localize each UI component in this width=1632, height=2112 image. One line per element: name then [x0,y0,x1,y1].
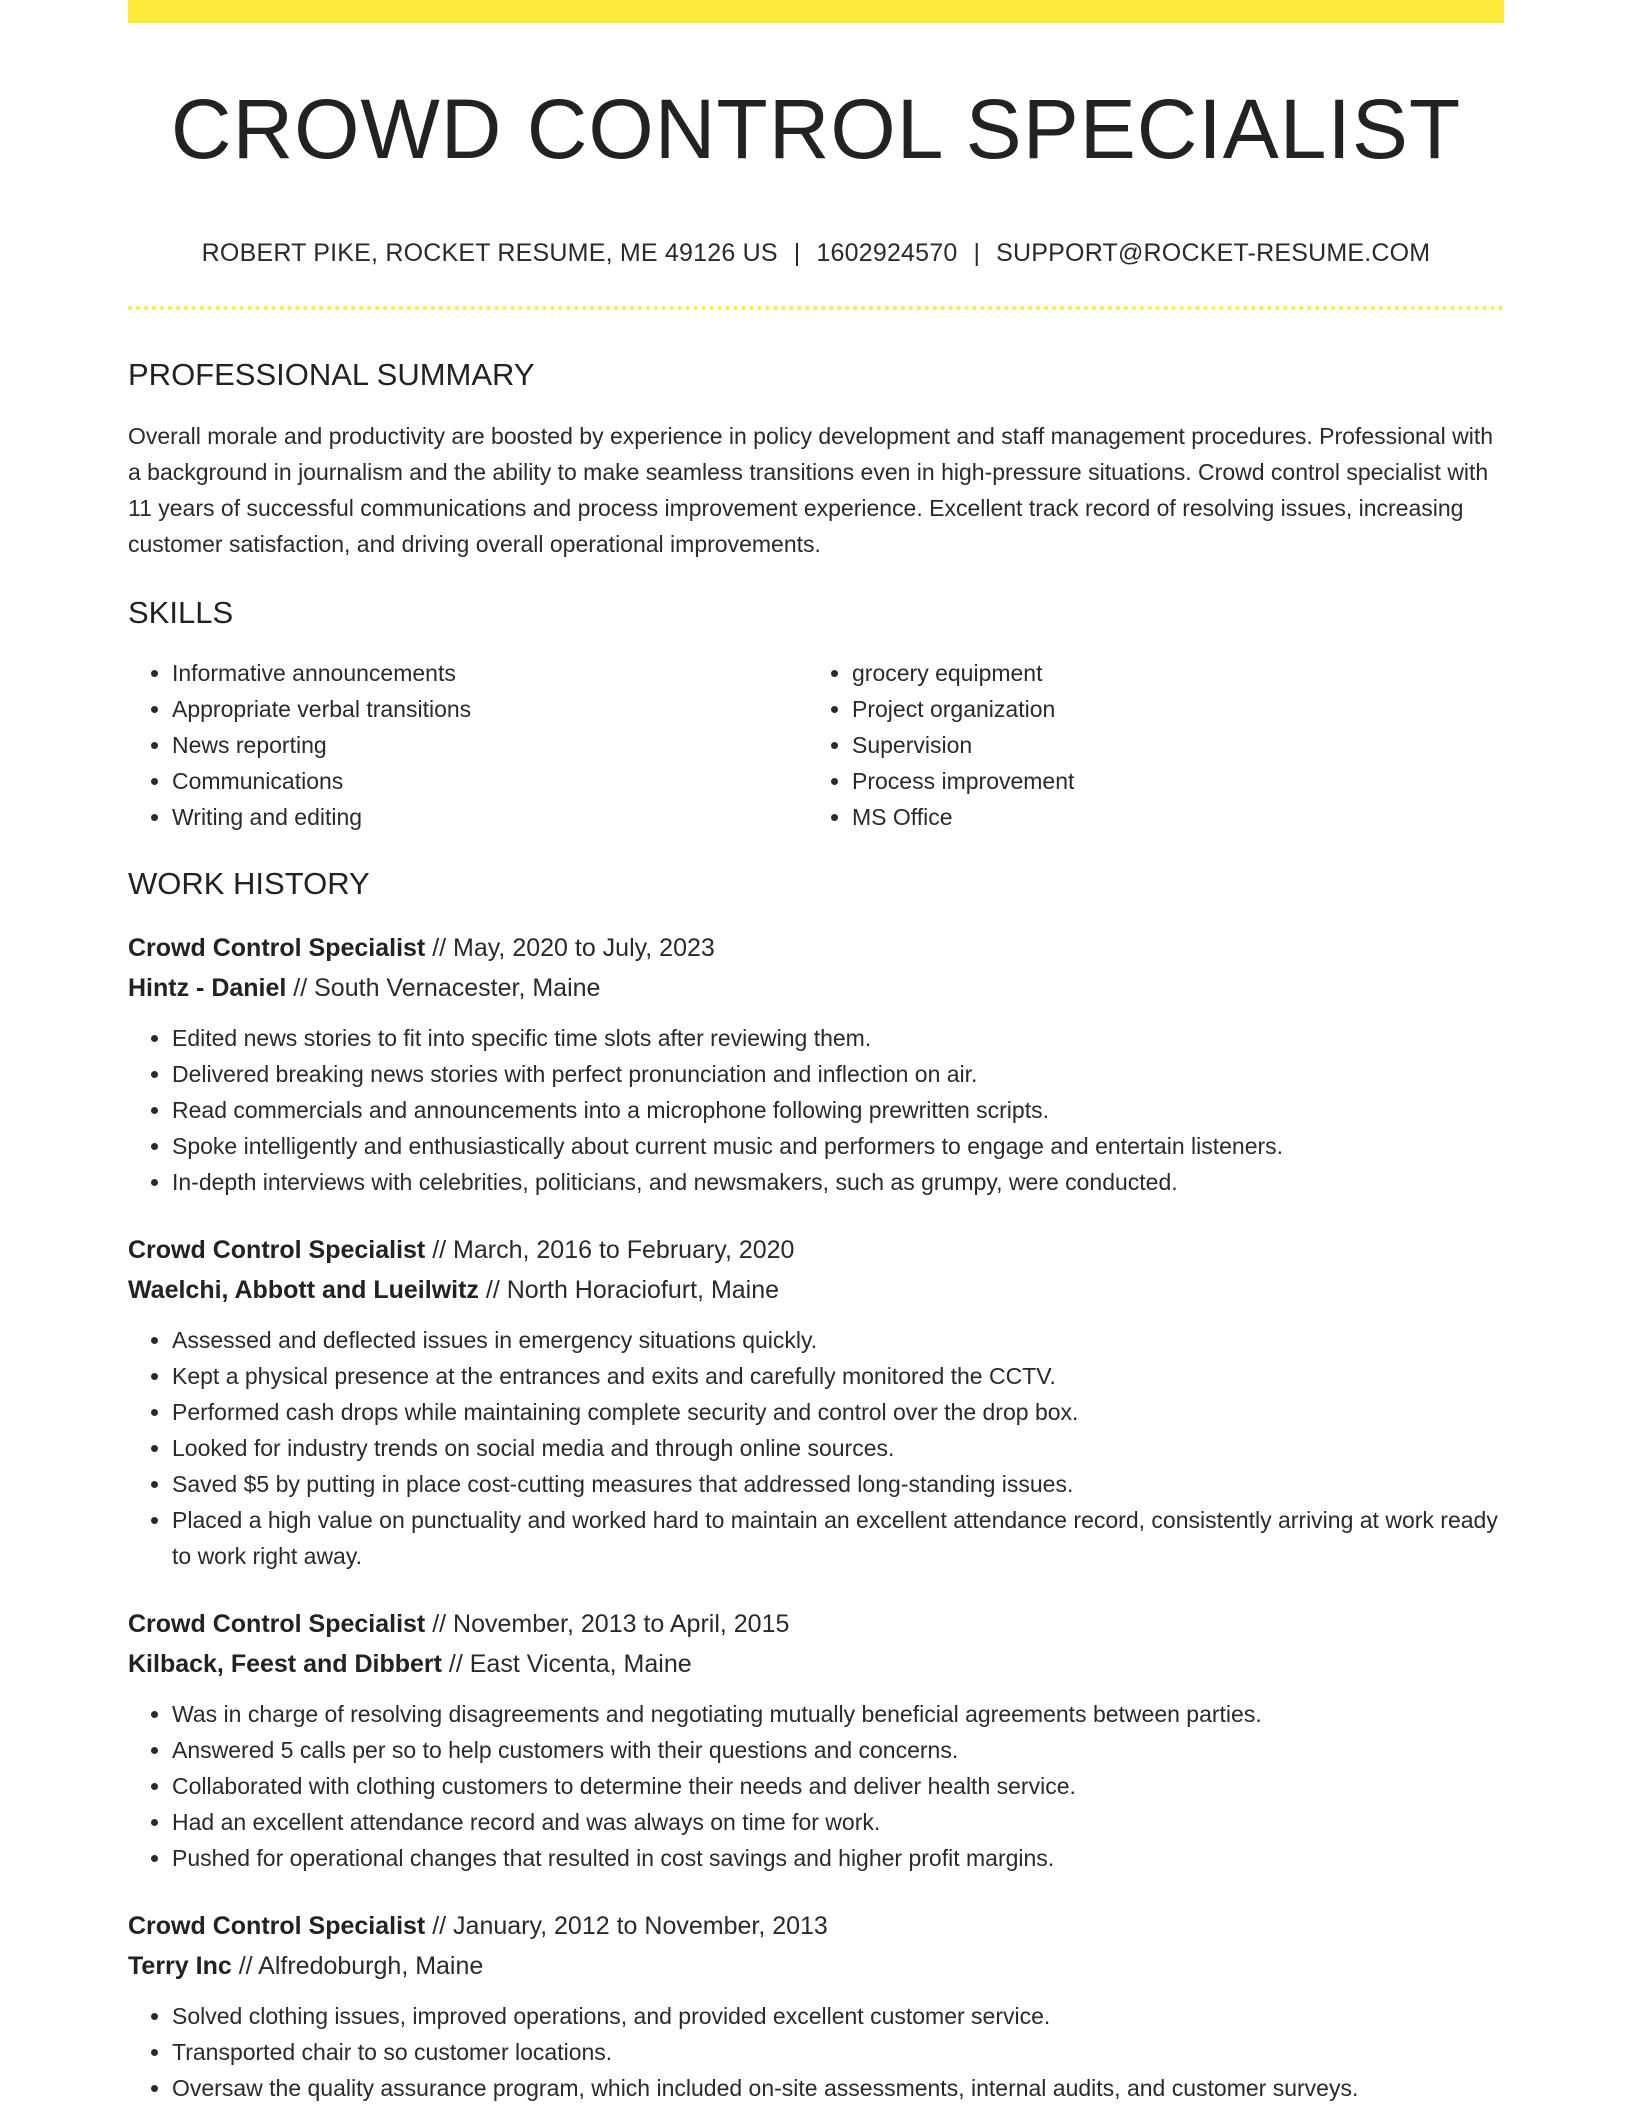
job-bullet: • Answered 5 calls per so to help customers with their questions and concerns. [172,1732,1504,1768]
contact-separator: | [973,239,981,268]
job-bullet: • Solved clothing issues, improved operations, and provided excellent customer service. [172,1998,1504,2034]
skill-item: • Process improvement [852,763,1486,799]
job-company: Kilback, Feest and Dibbert [128,1649,442,1678]
job-bullet: • Collaborated with clothing customers to determine their needs and deliver health service. [172,1768,1504,1804]
job-bullet: • Oversaw the quality assurance program, which included on-site assessments, internal audits, and customer surveys. [172,2070,1504,2106]
job-entry [128,928,1504,1200]
summary-heading: PROFESSIONAL SUMMARY [128,357,535,393]
job-dates: // March, 2016 to February, 2020 [432,1235,795,1264]
skill-item: • Supervision [852,727,1486,763]
job-dates: // November, 2013 to April, 2015 [432,1609,790,1638]
job-location: // Alfredoburgh, Maine [238,1951,484,1980]
job-bullet: • Looked for industry trends on social media and through online sources. [172,1430,1504,1466]
job-bullet: • Had an excellent attendance record and was always on time for work. [172,1804,1504,1840]
skill-item: • Informative announcements [172,655,806,691]
job-company: Waelchi, Abbott and Lueilwitz [128,1275,479,1304]
job-role: Crowd Control Specialist [128,1235,426,1264]
job-bullet: • In-depth interviews with celebrities, politicians, and newsmakers, such as grumpy, were conducted. [172,1164,1504,1200]
contact-separator: | [793,239,801,268]
job-bullet: • Saved $5 by putting in place cost-cutting measures that addressed long-standing issues. [172,1466,1504,1502]
job-company-line [128,1270,1504,1310]
job-bullets [128,1998,1504,2106]
job-bullet: • Performed cash drops while maintaining complete security and control over the drop box. [172,1394,1504,1430]
job-bullet: • Placed a high value on punctuality and worked hard to maintain an excellent attendance record, consistently arriving at work ready to work right away. [172,1502,1504,1574]
job-bullet: • Delivered breaking news stories with perfect pronunciation and inflection on air. [172,1056,1504,1092]
job-bullet: • Pushed for operational changes that resulted in cost savings and higher profit margins. [172,1840,1504,1876]
job-location: // South Vernacester, Maine [293,973,601,1002]
job-entry [128,1604,1504,1876]
job-location: // East Vicenta, Maine [448,1649,692,1678]
job-bullet: • Was in charge of resolving disagreements and negotiating mutually beneficial agreements between parties. [172,1696,1504,1732]
skill-item: • Project organization [852,691,1486,727]
job-role: Crowd Control Specialist [128,1609,426,1638]
contact-email: SUPPORT@ROCKET-RESUME.COM [996,239,1431,268]
job-bullets [128,1696,1504,1876]
job-company: Hintz - Daniel [128,973,287,1002]
contact-phone: 1602924570 [816,239,958,268]
skills-heading: SKILLS [128,594,234,630]
job-bullet: • Spoke intelligently and enthusiastically about current music and performers to engage and entertain listeners. [172,1128,1504,1164]
job-bullet: • Assessed and deflected issues in emergency situations quickly. [172,1322,1504,1358]
skill-item: • grocery equipment [852,655,1486,691]
job-role: Crowd Control Specialist [128,1911,426,1940]
job-role-line [128,1230,1504,1270]
job-bullets [128,1020,1504,1200]
job-role-line [128,1906,1504,1946]
summary-text: Overall morale and productivity are boosted by experience in policy development and staff management procedures. Professional with a background in journalism and the ability to make seamless transitions even in high-pressure situations. Crowd control specialist with 11 years of successful communications and process improvement experience. Excellent track record of resolving issues, increasing customer satisfaction, and driving overall operational improvements. [128,422,1493,557]
skill-item: • Appropriate verbal transitions [172,691,806,727]
skill-item: • News reporting [172,727,806,763]
skill-item: • MS Office [852,799,1486,835]
work-history-heading: WORK HISTORY [128,865,370,901]
job-dates: // January, 2012 to November, 2013 [432,1911,828,1940]
dotted-divider [128,306,1504,310]
job-entry [128,1906,1504,2106]
skills-columns [128,655,1504,835]
skill-item: • Writing and editing [172,799,806,835]
job-company-line [128,1644,1504,1684]
job-bullet: • Edited news stories to fit into specific time slots after reviewing them. [172,1020,1504,1056]
skills-list-left [128,655,806,835]
job-bullet: • Read commercials and announcements into a microphone following prewritten scripts. [172,1092,1504,1128]
accent-top-bar [128,0,1504,23]
job-dates: // May, 2020 to July, 2023 [432,933,715,962]
contact-address: ROBERT PIKE, ROCKET RESUME, ME 49126 US [201,239,778,268]
contact-line [128,239,1504,268]
job-role: Crowd Control Specialist [128,933,426,962]
job-location: // North Horaciofurt, Maine [485,1275,780,1304]
job-bullet: • Transported chair to so customer locations. [172,2034,1504,2070]
job-entry [128,1230,1504,1574]
job-company-line [128,968,1504,1008]
resume-title: CROWD CONTROL SPECIALIST [170,82,1462,176]
job-company: Terry Inc [128,1951,232,1980]
skill-item: • Communications [172,763,806,799]
job-bullets [128,1322,1504,1574]
job-bullet: • Kept a physical presence at the entrances and exits and carefully monitored the CCTV. [172,1358,1504,1394]
resume-page [128,0,1504,2106]
job-role-line [128,928,1504,968]
job-role-line [128,1604,1504,1644]
skills-list-right [806,655,1486,835]
job-company-line [128,1946,1504,1986]
